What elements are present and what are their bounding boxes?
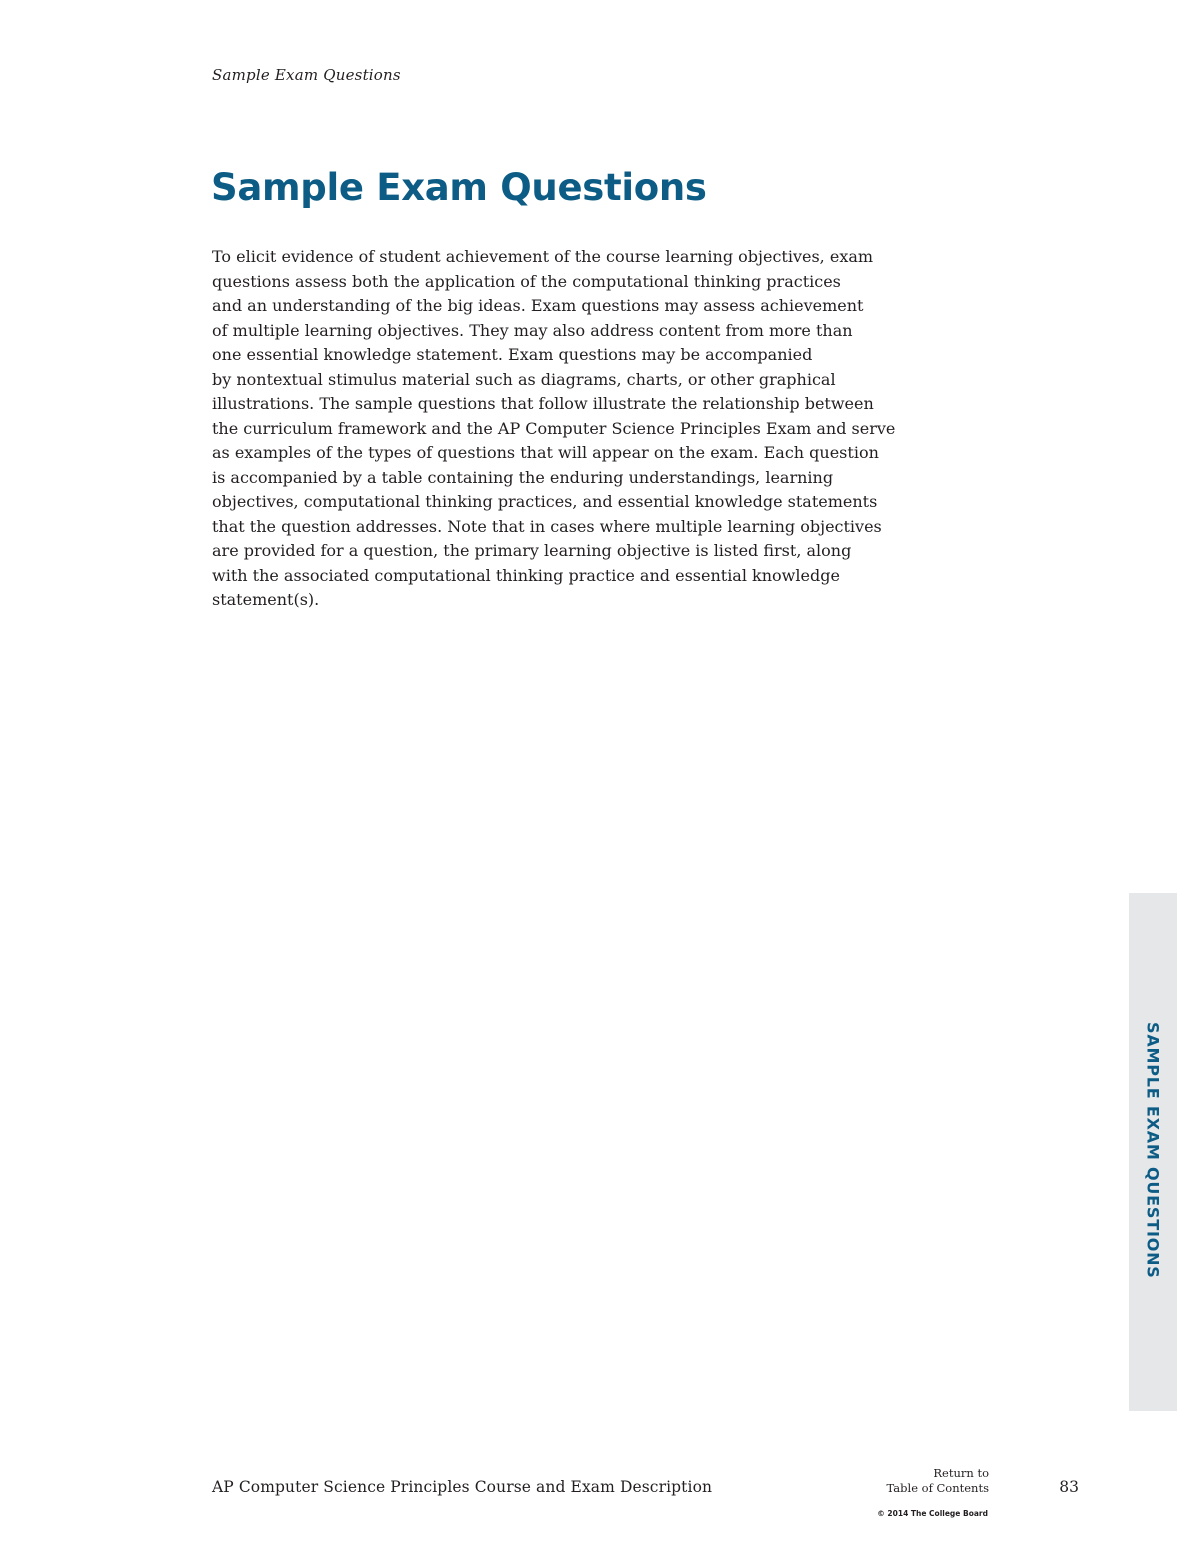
paragraph-line: the curriculum framework and the AP Computer Science Principles Exam and serve <box>212 418 896 438</box>
running-header: Sample Exam Questions <box>212 66 401 84</box>
toc-link-line-1: Return to <box>933 1466 989 1480</box>
page-number: 83 <box>1059 1478 1079 1496</box>
section-side-tab <box>1129 893 1177 1411</box>
paragraph-line: of multiple learning objectives. They may also address content from more than <box>212 320 853 340</box>
intro-paragraph <box>212 245 1002 613</box>
paragraph-line: statement(s). <box>212 590 320 609</box>
footer-document-title: AP Computer Science Principles Course and Exam Description <box>212 1478 713 1496</box>
paragraph-line: To elicit evidence of student achievement of the course learning objectives, exam <box>212 247 874 266</box>
paragraph-line: with the associated computational thinking practice and essential knowledge <box>212 565 840 585</box>
section-tab-label: SAMPLE EXAM QUESTIONS <box>1143 1022 1163 1279</box>
paragraph-line: is accompanied by a table containing the enduring understandings, learning <box>212 467 834 487</box>
paragraph-line: that the question addresses. Note that in cases where multiple learning objectives <box>212 516 882 536</box>
paragraph-line: one essential knowledge statement. Exam questions may be accompanied <box>212 345 813 364</box>
page-title: Sample Exam Questions <box>211 166 707 209</box>
paragraph-line: are provided for a question, the primary learning objective is listed first, along <box>212 541 852 560</box>
paragraph-line: by nontextual stimulus material such as diagrams, charts, or other graphical <box>212 369 836 389</box>
toc-link-line-2: Table of Contents <box>886 1481 989 1495</box>
paragraph-line: as examples of the types of questions that will appear on the exam. Each question <box>212 443 879 462</box>
copyright-notice: © 2014 The College Board <box>877 1509 988 1518</box>
paragraph-line: questions assess both the application of the computational thinking practices <box>212 271 841 291</box>
paragraph-line: and an understanding of the big ideas. Exam questions may assess achievement <box>212 296 864 315</box>
return-to-toc-link[interactable] <box>887 1466 989 1496</box>
paragraph-line: illustrations. The sample questions that follow illustrate the relationship between <box>212 394 874 413</box>
paragraph-line: objectives, computational thinking practices, and essential knowledge statements <box>212 492 878 511</box>
